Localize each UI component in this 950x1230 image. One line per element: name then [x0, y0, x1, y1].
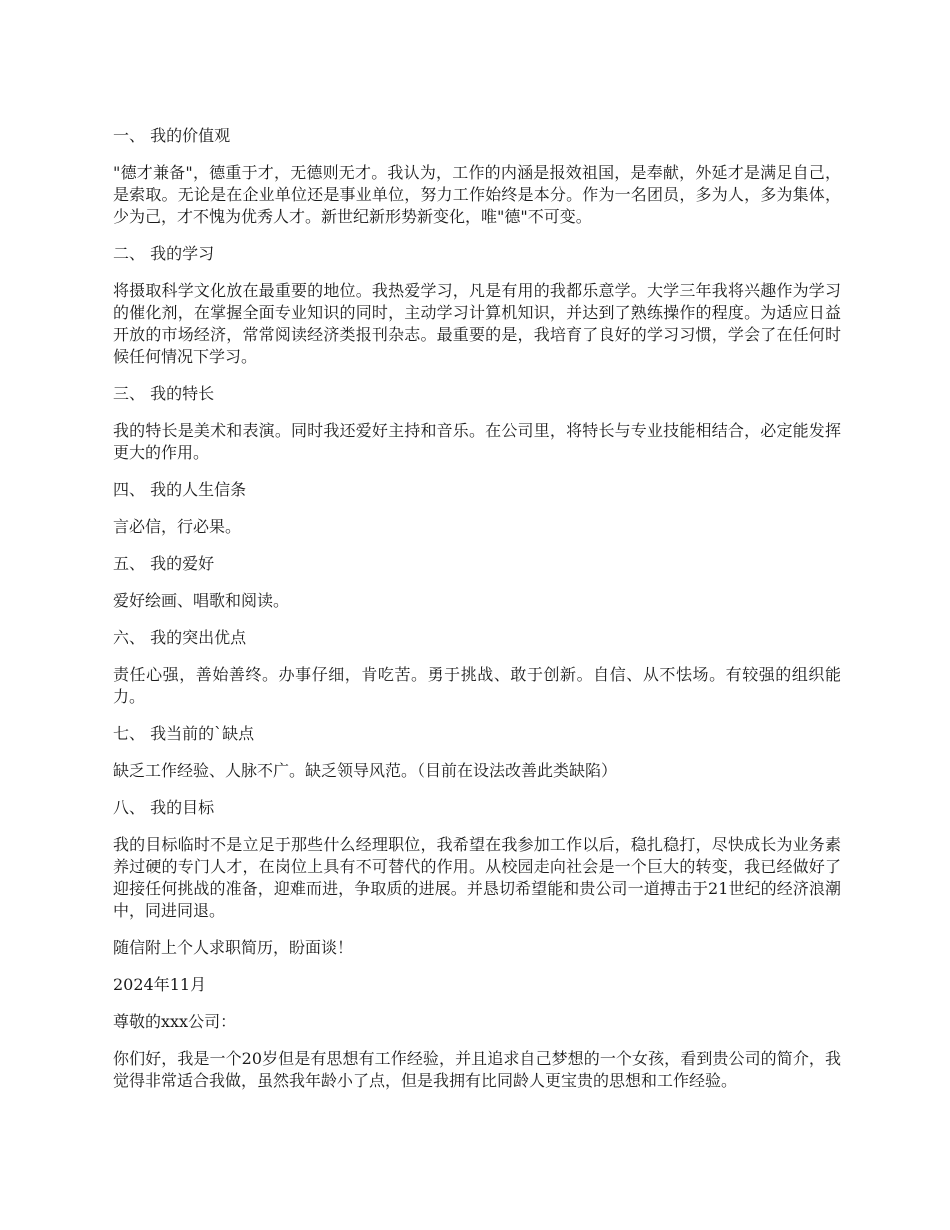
closing-line: 随信附上个人求职简历，盼面谈！: [113, 938, 354, 957]
section-text-goals: 我的目标临时不是立足于那些什么经理职位，我希望在我参加工作以后，稳扎稳打，尽快成长为业务素养过硬的专门人才，在岗位上具有不可替代的作用。从校园走向社会是一个巨大的转变，我已经做好了迎接任何挑战的准备，迎难而进，争取质的进展。并恳切希望能和贵公司一道搏击于21世纪的经济浪潮中，同进同退。: [113, 835, 841, 920]
section-text-motto: 言必信，行必果。: [113, 517, 242, 536]
section-heading-motto: 四、 我的人生信条: [113, 480, 247, 499]
section-heading-weaknesses: 七、 我当前的`缺点: [113, 724, 255, 743]
section-text-study: 将摄取科学文化放在最重要的地位。我热爱学习，凡是有用的我都乐意学。大学三年我将兴趣作为学习的催化剂，在掌握全面专业知识的同时，主动学习计算机知识，并达到了熟练操作的程度。为适应日益开放的市场经济，常常阅读经济类报刊杂志。最重要的是，我培育了良好的学习习惯，学会了在任何时候任何情况下学习。: [113, 281, 841, 366]
section-text-weaknesses: 缺乏工作经验、人脉不广。缺乏领导风范。（目前在设法改善此类缺陷）: [113, 761, 618, 780]
salutation: 尊敬的xxx公司：: [113, 1012, 237, 1031]
section-heading-values: 一、 我的价值观: [113, 126, 231, 145]
section-heading-strengths: 六、 我的突出优点: [113, 628, 247, 647]
document-body: [113, 125, 841, 1107]
section-text-strengths: 责任心强，善始善终。办事仔细，肯吃苦。勇于挑战、敢于创新。自信、从不怯场。有较强的组织能力。: [113, 665, 841, 706]
section-heading-study: 二、 我的学习: [113, 244, 215, 263]
final-paragraph: 你们好，我是一个20岁但是有思想有工作经验，并且追求自己梦想的一个女孩，看到贵公司的简介，我觉得非常适合我做，虽然我年龄小了点，但是我拥有比同龄人更宝贵的思想和工作经验。: [113, 1049, 841, 1090]
section-heading-hobbies: 五、 我的爱好: [113, 554, 215, 573]
section-text-values: "德才兼备"，德重于才，无德则无才。我认为，工作的内涵是报效祖国，是奉献，外延才是满足自己，是索取。无论是在企业单位还是事业单位，努力工作始终是本分。作为一名团员，多为人，多为集体，少为己，才不愧为优秀人才。新世纪新形势新变化，唯"德"不可变。: [113, 163, 841, 226]
section-heading-specialty: 三、 我的特长: [113, 384, 215, 403]
section-text-specialty: 我的特长是美术和表演。同时我还爱好主持和音乐。在公司里，将特长与专业技能相结合，必定能发挥更大的作用。: [113, 421, 841, 462]
section-heading-goals: 八、 我的目标: [113, 798, 215, 817]
section-text-hobbies: 爱好绘画、唱歌和阅读。: [113, 591, 290, 610]
letter-date: 2024年11月: [113, 975, 207, 994]
